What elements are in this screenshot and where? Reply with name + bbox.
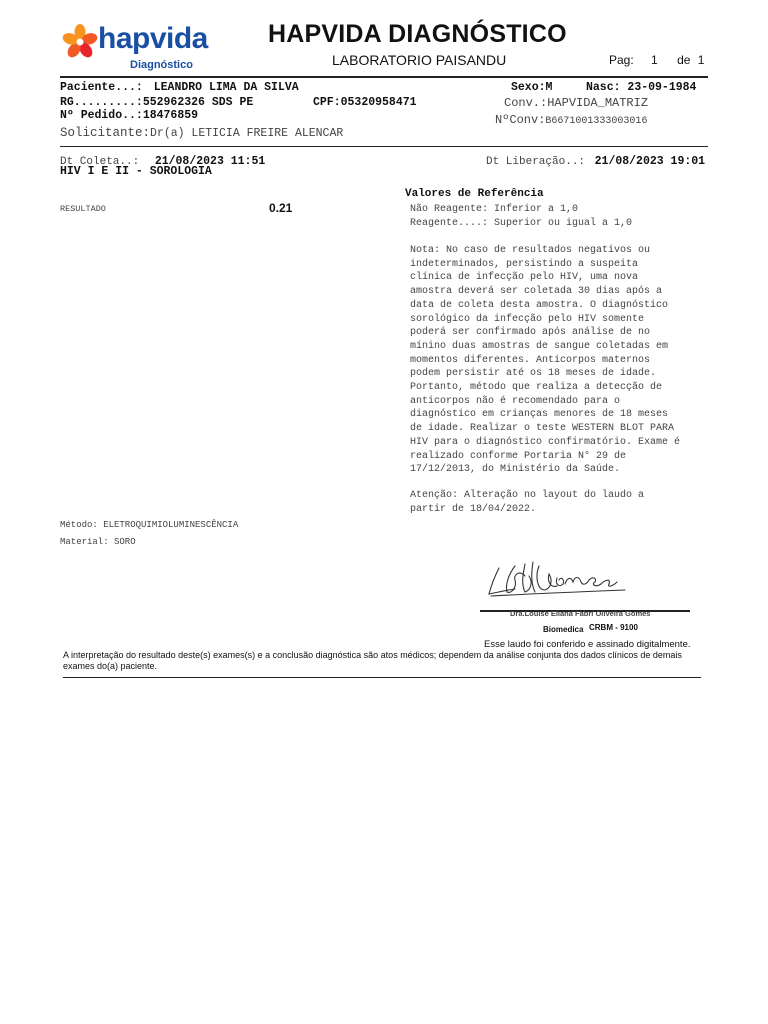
page-number: 1: [651, 53, 658, 67]
ref-line: Reagente....: Superior ou igual a 1,0: [410, 217, 633, 229]
method: Método: ELETROQUIMIOLUMINESCÊNCIA: [60, 520, 239, 530]
collect-value: 21/08/2023 11:51: [154, 155, 266, 168]
handwritten-signature: [485, 556, 635, 602]
rg-value: 552962326 SDS PE: [142, 96, 254, 109]
attention-note: [410, 489, 644, 516]
cpf-value: 05320958471: [340, 96, 417, 109]
ref-line: Não Reagente: Inferior a 1,0: [410, 204, 579, 215]
disclaimer: [63, 650, 713, 672]
sex-value: M: [545, 81, 553, 94]
requester-label: Solicitante:: [60, 126, 151, 140]
attention-line: Atenção: Alteração no layout do laudo a: [410, 490, 645, 501]
lab-name: LABORATORIO PAISANDU: [332, 52, 507, 68]
clinical-note: [410, 244, 680, 477]
note-line: data de coleta desta amostra. O diagnóstico: [410, 299, 669, 311]
birth-value: 23-09-1984: [627, 81, 697, 94]
conv-row: [504, 96, 648, 110]
brand-sub: Diagnóstico: [130, 59, 193, 71]
patient-name: LEANDRO LIMA DA SILVA: [153, 81, 299, 94]
note-line: Portanto, método que realiza a detecção de: [410, 382, 663, 394]
note-line: clínica de infecção pelo HIV, uma nova: [410, 272, 639, 284]
birth-label: Nasc:: [586, 81, 621, 94]
note-line: amostra deverá ser coletada 30 dias após a: [410, 286, 663, 298]
brand-name: hapvida: [98, 22, 208, 55]
cpf-row: [313, 96, 417, 109]
result-label: RESULTADO: [60, 204, 106, 214]
reference-values: [410, 203, 632, 230]
note-line: Nota: No caso de resultados negativos ou: [410, 245, 651, 256]
note-line: diagnóstico em crianças menores de 18 meses: [410, 409, 669, 421]
exam-name: HIV I E II - SOROLOGIA: [60, 165, 212, 178]
nconv-row: [495, 110, 647, 128]
note-line: poderá ser confirmado após análise de no: [410, 327, 651, 339]
note-line: mínino duas amostras de sangue coletadas em: [410, 340, 669, 352]
conv-label: Conv.:: [504, 96, 548, 110]
requester-row: [60, 123, 343, 141]
flower-icon: [60, 22, 100, 62]
order-row: [60, 109, 198, 122]
requester-value: Dr(a) LETICIA FREIRE ALENCAR: [150, 127, 344, 140]
disclaimer-line: exames do(a) paciente.: [63, 661, 158, 671]
nconv-value: B6671001333003016: [545, 116, 648, 127]
hapvida-logo: [60, 20, 220, 72]
signer-role: Biomedica: [543, 625, 584, 634]
page-label: Pag:: [609, 53, 634, 67]
patient-rule: [60, 146, 708, 147]
order-label: Nº Pedido..:: [60, 109, 143, 122]
collect-label: Dt Coleta..:: [60, 156, 140, 168]
sex-label: Sexo:: [511, 81, 546, 94]
footer-rule: [63, 677, 701, 678]
page-of: de: [677, 53, 691, 67]
disclaimer-line: A interpretação do resultado deste(s) exames(s) e a conclusão diagnóstica são atos médicos; dependem da análise conjunta dos dados clínicos de demais: [63, 650, 682, 660]
patient-name-row: [60, 81, 299, 94]
rg-label: RG.........:: [60, 96, 143, 109]
result-value: 0.21: [269, 201, 293, 215]
note-line: de idade. Realizar o teste WESTERN BLOT PARA: [410, 423, 675, 435]
signer-crbm: CRBM - 9100: [589, 623, 638, 632]
rg-row: [60, 96, 253, 109]
note-line: podem persistir até os 18 meses de idade.: [410, 368, 657, 380]
note-line: sorológico da infecção pelo HIV somente: [410, 313, 645, 325]
note-line: HIV para o diagnóstico confirmatório. Exame é: [410, 436, 681, 448]
order-value: 18476859: [142, 109, 199, 122]
note-line: realizado conforme Portaria N° 29 de: [410, 450, 627, 462]
release-value: 21/08/2023 19:01: [594, 155, 706, 168]
page-total: 1: [697, 53, 705, 67]
note-line: indeterminados, persistindo a suspeita: [410, 258, 639, 270]
header-rule: [60, 76, 708, 78]
release-row: [486, 151, 705, 169]
attention-line: partir de 18/04/2022.: [410, 503, 537, 515]
conv-value: HAPVIDA_MATRIZ: [547, 96, 649, 110]
cpf-label: CPF:: [313, 96, 341, 109]
page-title: HAPVIDA DIAGNÓSTICO: [268, 20, 567, 48]
nconv-label: NºConv:: [495, 113, 546, 127]
note-line: anticorpos não é recomendado para o: [410, 395, 621, 407]
signer-name: Dra.Louise Eliana Fabri Oliveira Gomes: [510, 609, 651, 618]
sex-row: [511, 81, 552, 94]
release-label: Dt Liberação..:: [486, 156, 586, 168]
digital-signature-note: Esse laudo foi conferido e assinado digitalmente.: [484, 639, 691, 650]
note-line: momentos diferentes. Anticorpos maternos: [410, 354, 651, 366]
birth-row: [586, 81, 696, 94]
patient-name-label: Paciente...:: [60, 81, 143, 94]
note-line: 17/12/2013, do Ministério da Saúde.: [410, 464, 621, 476]
page-indicator: [609, 53, 704, 67]
material: Material: SORO: [60, 537, 136, 547]
ref-title: Valores de Referência: [405, 188, 544, 200]
